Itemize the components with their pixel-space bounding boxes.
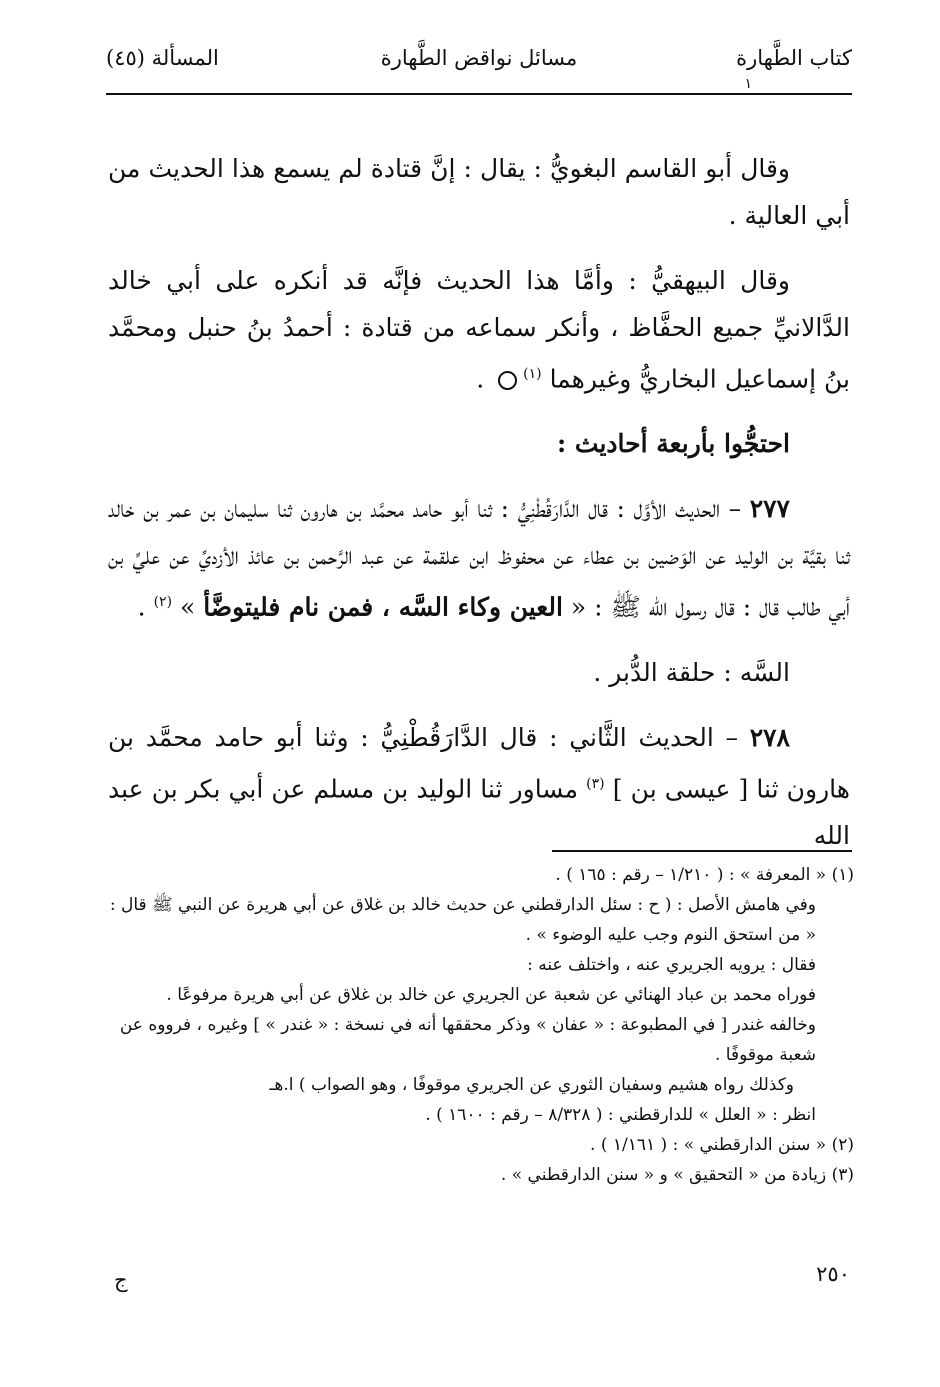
hadith-277 — [108, 485, 850, 630]
footnote-1-line-e: وكذلك رواه هشيم وسفيان الثوري عن الجريري موقوفًا ، وهو الصواب ) ا.هـ — [269, 1075, 794, 1095]
footnote-1-line-c: فوراه محمد بن عباد الهنائي عن شعبة عن الجريري عن خالد بن غلاق عن أبي هريرة مرفوعًا . — [166, 985, 816, 1005]
hadith-277-quote: العين وكاء السَّه ، فمن نام فليتوضَّأ — [203, 592, 563, 622]
definition-line: السَّه : حلقة الدُّبر . — [593, 657, 790, 687]
paragraph-bayhaqi-text: وقال البيهقيُّ : وأمَّا هذا الحديث فإنَّه قد أنكره على أبي خالد الدَّالانيِّ جميع الحفَّاظ ، وأنكر سماعه من قتادة : أحمدُ بنُ حنبل ومحمَّد بنُ إسماعيل البخاريُّ وغيرهما — [108, 266, 850, 394]
footnote-2: (٢) « سنن الدارقطني » : ( ١/١٦١ ) . — [590, 1135, 854, 1155]
header-chapter-title: مسائل نواقض الطَّهارة — [380, 46, 578, 70]
header-mark: ١ — [744, 76, 752, 92]
header-rule — [106, 93, 852, 95]
circle-icon — [498, 371, 517, 390]
header-issue-number: المسألة (٤٥) — [106, 46, 219, 70]
paragraph-baghawi: وقال أبو القاسم البغويُّ : يقال : إنَّ قتادة لم يسمع هذا الحديث من أبي العالية . — [108, 154, 850, 230]
section-heading: احتجُّوا بأربعة أحاديث : — [556, 429, 790, 459]
running-header — [106, 40, 852, 92]
paragraph-end-mark: . — [476, 364, 485, 394]
hadith-277-close: » — [180, 592, 196, 622]
hadith-277-end: . — [137, 592, 146, 622]
footnotes — [108, 860, 854, 1190]
hadith-277-number: ٢٧٧ — [749, 494, 790, 524]
hadith-278-text: – الحديث الثَّاني : قال الدَّارَقُطْنِيُّ : وثنا أبو حامد محمَّد بن هارون ثنا [ عيسى بن ] — [108, 722, 850, 803]
page-number: ٢٥٠ — [816, 1262, 850, 1286]
hadith-278 — [108, 714, 850, 859]
footnote-rule — [552, 850, 852, 852]
main-text — [108, 145, 850, 859]
hadith-278-number: ٢٧٨ — [749, 722, 790, 752]
footnote-3: (٣) زيادة من « التحقيق » و « سنن الدارقطني » . — [500, 1165, 854, 1185]
header-book-title: كتاب الطَّهارة — [736, 46, 852, 70]
footnote-ref-2[interactable]: (٢) — [153, 594, 173, 611]
footnote-1-line-d: وخالفه غندر [ في المطبوعة : « عفان » وذكر محققها أنه في نسخة : « غندر » ] وغيره ، فرووه عن شعبة موقوفًا . — [119, 1015, 816, 1065]
footnote-ref-1[interactable]: (١) — [523, 366, 542, 382]
hadith-277-text: – الحديث الأوَّل : قال الدَّارَقُطْنِيُّ : ثنا أبو حامد محمَّد بن هارون ثنا سليمان بن عمر بن خالد ثنا بقيَّة بن الوليد عن الوَضين بن عطاء عن محفوظ ابن علقمة عن عبد الرَّحمن بن عائذ الأزديِّ عن عليِّ بن أبي طالب قال : قال رسول الله ﷺ : « — [108, 494, 850, 622]
footnote-1-line-b: فقال : يرويه الجريري عنه ، واختلف عنه : — [527, 955, 816, 975]
paragraph-bayhaqi — [108, 257, 850, 402]
footnote-1-margin: وفي هامش الأصل : ( ح : سئل الدارقطني عن حديث خالد بن غلاق عن أبي هريرة عن النبي ﷺ قال : « من استحق النوم وجب عليه الوضوء » . — [109, 895, 816, 945]
footnote-ref-3[interactable]: (٣) — [586, 775, 605, 792]
footnote-1: (١) « المعرفة » : ( ١/٢١٠ – رقم : ١٦٥ ) . — [555, 865, 854, 885]
footnote-1-line-f: انظر : « العلل » للدارقطني : ( ٨/٣٢٨ – رقم : ١٦٠٠ ) . — [425, 1105, 816, 1125]
hadith-278-rest: مساور ثنا الوليد بن مسلم عن أبي بكر بن عبد الله — [108, 773, 850, 850]
signature-mark: ج — [114, 1268, 128, 1292]
